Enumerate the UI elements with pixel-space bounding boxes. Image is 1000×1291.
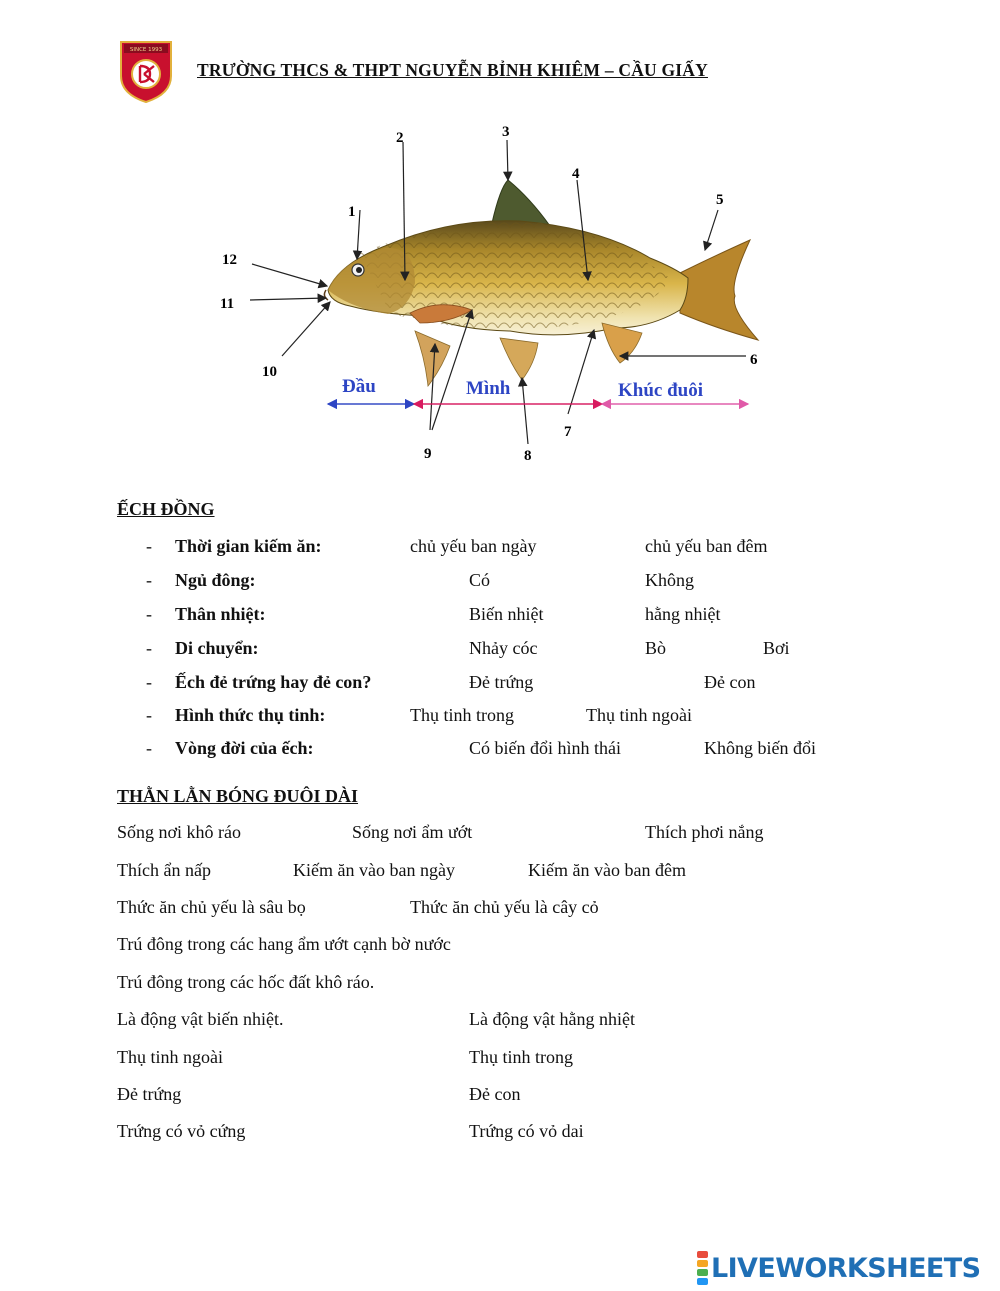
- frog-option[interactable]: Bò: [645, 638, 667, 658]
- lizard-option[interactable]: Trú đông trong các hốc đất khô ráo.: [117, 972, 375, 992]
- lizard-option[interactable]: Thức ăn chủ yếu là sâu bọ: [117, 897, 306, 917]
- lizard-option[interactable]: Thích phơi nắng: [645, 822, 764, 842]
- lizard-option[interactable]: Thức ăn chủ yếu là cây cỏ: [410, 897, 599, 917]
- frog-option[interactable]: Biến nhiệt: [469, 604, 544, 624]
- fish-diagram: [210, 118, 790, 478]
- frog-section-title: ẾCH ĐỒNG: [117, 499, 215, 519]
- frog-option[interactable]: hằng nhiệt: [645, 604, 721, 624]
- region-tail: Khúc đuôi: [618, 380, 704, 401]
- lizard-option[interactable]: Kiếm ăn vào ban ngày: [293, 860, 455, 880]
- badge-block: [697, 1251, 708, 1258]
- badge-block: [697, 1269, 708, 1276]
- lizard-option[interactable]: Thụ tinh trong: [469, 1047, 573, 1067]
- badge-block: [697, 1278, 708, 1285]
- anal-fin: [500, 338, 538, 380]
- frog-option[interactable]: Bơi: [763, 638, 790, 658]
- diagram-label-9: 9: [424, 446, 432, 462]
- liveworksheets-brand: LIVEWORKSHEETS: [711, 1252, 981, 1284]
- liveworksheets-logo[interactable]: [697, 1251, 980, 1285]
- bullet-dash: -: [146, 570, 152, 590]
- bullet-dash: -: [146, 604, 152, 624]
- diagram-label-8: 8: [524, 448, 532, 464]
- frog-option[interactable]: chủ yếu ban đêm: [645, 536, 768, 556]
- frog-option[interactable]: Không biến đổi: [704, 738, 816, 758]
- frog-row-label: Thân nhiệt:: [175, 604, 266, 624]
- frog-row-label: Ngủ đông:: [175, 570, 256, 590]
- lizard-option[interactable]: Sống nơi ẩm ướt: [352, 822, 473, 842]
- lizard-option[interactable]: Trứng có vỏ dai: [469, 1121, 584, 1141]
- diagram-label-5: 5: [716, 192, 724, 208]
- frog-row-label: Di chuyển:: [175, 638, 259, 658]
- region-head: Đầu: [342, 376, 376, 397]
- lizard-option[interactable]: Kiếm ăn vào ban đêm: [528, 860, 686, 880]
- lizard-option[interactable]: Thụ tinh ngoài: [117, 1047, 223, 1067]
- lizard-option[interactable]: Là động vật biến nhiệt.: [117, 1009, 284, 1029]
- diagram-label-11: 11: [220, 296, 235, 312]
- diagram-label-1: 1: [348, 204, 356, 220]
- diagram-label-10: 10: [262, 364, 277, 380]
- frog-option[interactable]: Có biến đổi hình thái: [469, 738, 621, 758]
- frog-row-label: Hình thức thụ tinh:: [175, 705, 326, 725]
- school-name: TRƯỜNG THCS & THPT NGUYỄN BỈNH KHIÊM – CẦU GIẤY: [197, 60, 708, 80]
- diagram-label-4: 4: [572, 166, 580, 182]
- frog-option[interactable]: Đẻ con: [704, 672, 756, 692]
- tail-fin: [680, 240, 758, 340]
- bullet-dash: -: [146, 638, 152, 658]
- diagram-label-7: 7: [564, 424, 572, 440]
- frog-row-label: Vòng đời của ếch:: [175, 738, 314, 758]
- lizard-option[interactable]: Trứng có vỏ cứng: [117, 1121, 246, 1141]
- frog-row-label: Thời gian kiếm ăn:: [175, 536, 322, 556]
- frog-option[interactable]: chủ yếu ban ngày: [410, 536, 537, 556]
- frog-option[interactable]: Thụ tinh trong: [410, 705, 514, 725]
- lizard-option[interactable]: Đẻ con: [469, 1084, 521, 1104]
- lizard-option[interactable]: Sống nơi khô ráo: [117, 822, 242, 842]
- caudal-lower-fin: [602, 323, 642, 363]
- badge-block: [697, 1260, 708, 1267]
- liveworksheets-badge-icon: [697, 1251, 708, 1285]
- diagram-label-6: 6: [750, 352, 758, 368]
- frog-option[interactable]: Đẻ trứng: [469, 672, 534, 692]
- lizard-option[interactable]: Thích ẩn nấp: [117, 860, 211, 880]
- fish-head: [328, 248, 415, 314]
- school-logo: [118, 36, 174, 104]
- frog-option[interactable]: Nhảy cóc: [469, 638, 538, 658]
- lizard-section-title: THẰN LẰN BÓNG ĐUÔI DÀI: [117, 786, 359, 806]
- lizard-option[interactable]: Trú đông trong các hang ẩm ướt cạnh bờ nước: [117, 934, 451, 954]
- bullet-dash: -: [146, 536, 152, 556]
- diagram-label-12: 12: [222, 252, 237, 268]
- bullet-dash: -: [146, 738, 152, 758]
- lizard-option[interactable]: Là động vật hằng nhiệt: [469, 1009, 635, 1029]
- frog-option[interactable]: Không: [645, 570, 694, 590]
- frog-option[interactable]: Thụ tinh ngoài: [586, 705, 692, 725]
- logo-text: SINCE 1993: [129, 47, 163, 53]
- diagram-label-3: 3: [502, 124, 510, 140]
- bullet-dash: -: [146, 705, 152, 725]
- diagram-label-2: 2: [396, 130, 404, 146]
- region-body: Mình: [466, 378, 511, 399]
- bullet-dash: -: [146, 672, 152, 692]
- frog-row-label: Ếch đẻ trứng hay đẻ con?: [175, 672, 372, 692]
- lizard-option[interactable]: Đẻ trứng: [117, 1084, 182, 1104]
- frog-option[interactable]: Có: [469, 570, 491, 590]
